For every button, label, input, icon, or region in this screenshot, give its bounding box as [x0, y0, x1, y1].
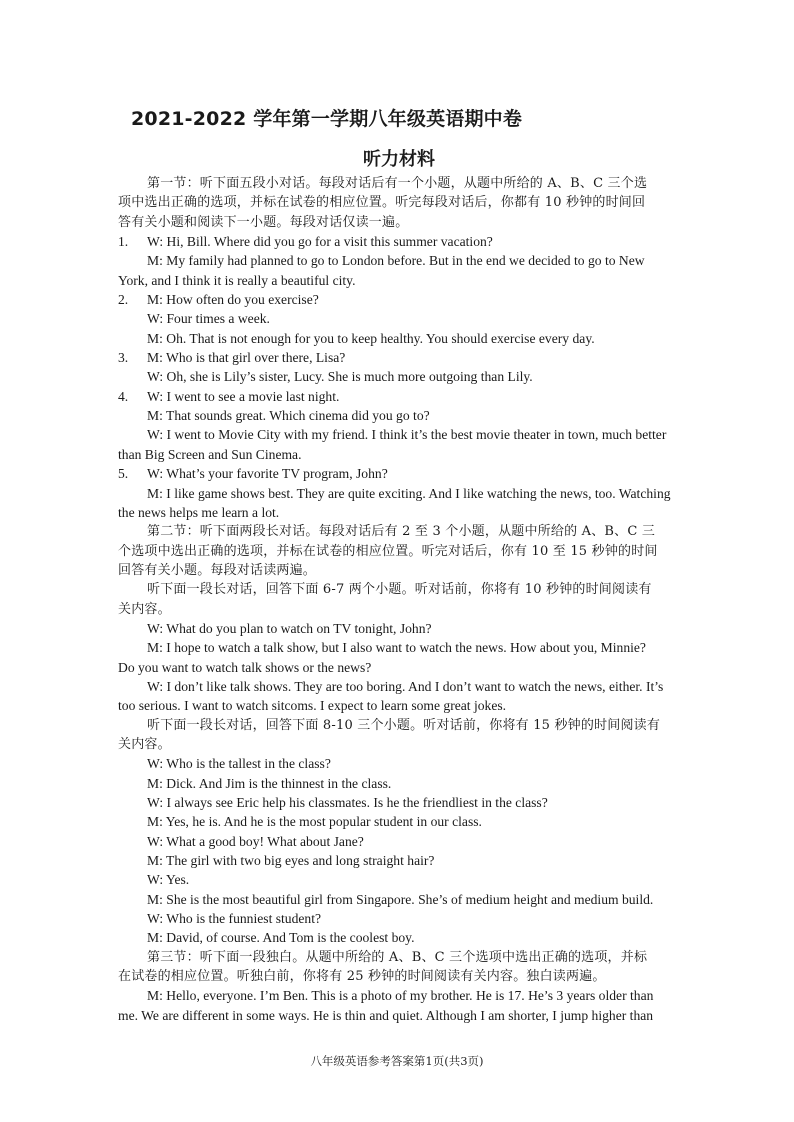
dialogue-line: 3. M: Who is that girl over there, Lisa? — [118, 348, 676, 367]
dialogue-intro-line: 听下面一段长对话，回答下面 8-10 三个小题。听对话前，你将有 15 秒钟的时间阅读有 — [147, 717, 661, 733]
question-number: 1. — [118, 234, 129, 250]
exam-title: 2021-2022 学年第一学期八年级英语期中卷 — [131, 108, 523, 130]
document-body — [118, 174, 676, 1025]
dialogue-line: 2. M: How often do you exercise? — [118, 290, 676, 309]
monologue-line: me. We are different in some ways. He is thin and quiet. Although I am shorter, I jump higher than — [118, 1007, 654, 1023]
section2-intro-line: 第二节：听下面两段长对话。每段对话后有 2 至 3 个小题，从题中所给的 A、B、C 三 — [147, 524, 656, 540]
dialogue-line: W: Yes. — [147, 872, 190, 888]
question-number: 5. — [118, 466, 129, 482]
section2-intro-line: 回答有关小题。每段对话读两遍。 — [118, 562, 317, 578]
dialogue-line: W: Who is the tallest in the class? — [147, 756, 331, 772]
question-number: 3. — [118, 350, 129, 366]
dialogue-intro-line: 听下面一段长对话，回答下面 6-7 两个小题。听对话前，你将有 10 秒钟的时间阅读有 — [147, 582, 652, 598]
dialogue-intro-line: 关内容。 — [118, 601, 171, 617]
section3-intro-line: 在试卷的相应位置。听独白前，你将有 25 秒钟的时间阅读有关内容。独白读两遍。 — [118, 969, 606, 985]
dialogue-line: York, and I think it is really a beautiful city. — [118, 272, 356, 288]
section1-intro-line: 项中选出正确的选项，并标在试卷的相应位置。听完每段对话后，你都有 10 秒钟的时间回 — [118, 195, 646, 211]
dialogue-line: W: I don’t like talk shows. They are too boring. And I don’t want to watch the news, either. It’s — [147, 678, 664, 694]
dialogue-line: W: What a good boy! What about Jane? — [147, 833, 364, 849]
dialogue-line: than Big Screen and Sun Cinema. — [118, 446, 302, 462]
dialogue-line: M: I hope to watch a talk show, but I also want to watch the news. How about you, Minnie? — [147, 640, 646, 656]
section2-intro-line: 个选项中选出正确的选项，并标在试卷的相应位置。听完对话后，你有 10 至 15 秒钟的时间 — [118, 543, 658, 559]
dialogue-line: the news helps me learn a lot. — [118, 504, 280, 520]
dialogue-line: W: I went to Movie City with my friend. I think it’s the best movie theater in town, much better — [147, 427, 667, 443]
dialogue-line: M: Dick. And Jim is the thinnest in the class. — [147, 775, 392, 791]
dialogue-line: M: David, of course. And Tom is the coolest boy. — [147, 930, 415, 946]
dialogue-line: W: Four times a week. — [147, 311, 270, 327]
dialogue-line: W: Who is the funniest student? — [147, 911, 322, 927]
dialogue-line: 1. W: Hi, Bill. Where did you go for a visit this summer vacation? — [118, 232, 676, 251]
section3-intro-line: 第三节：听下面一段独白。从题中所给的 A、B、C 三个选项中选出正确的选项，并标 — [147, 949, 648, 965]
dialogue-line: 5. W: What’s your favorite TV program, John? — [118, 464, 676, 483]
section1-intro-line: 答有关小题和阅读下一小题。每段对话仅读一遍。 — [118, 214, 409, 230]
dialogue-line: M: My family had planned to go to London before. But in the end we decided to go to New — [147, 253, 645, 269]
dialogue-line: M: She is the most beautiful girl from Singapore. She’s of medium height and medium build. — [147, 891, 654, 907]
dialogue-line: 4. W: I went to see a movie last night. — [118, 387, 676, 406]
dialogue-line: M: Yes, he is. And he is the most popular student in our class. — [147, 814, 482, 830]
section-subtitle: 听力材料 — [363, 149, 435, 170]
question-number: 4. — [118, 388, 129, 404]
page-footer: 八年级英语参考答案第1页(共3页) — [310, 1054, 484, 1068]
dialogue-line: M: I like game shows best. They are quite exciting. And I like watching the news, too. Watching — [147, 485, 671, 501]
dialogue-intro-line: 关内容。 — [118, 736, 171, 752]
dialogue-line: W: Oh, she is Lily’s sister, Lucy. She is much more outgoing than Lily. — [147, 369, 533, 385]
dialogue-line: M: Oh. That is not enough for you to keep healthy. You should exercise every day. — [147, 330, 595, 346]
dialogue-line: M: That sounds great. Which cinema did you go to? — [147, 408, 430, 424]
dialogue-line: M: The girl with two big eyes and long straight hair? — [147, 853, 435, 869]
section1-intro-line: 第一节：听下面五段小对话。每段对话后有一个小题，从题中所给的 A、B、C 三个选 — [147, 176, 648, 191]
dialogue-line: W: I always see Eric help his classmates. Is he the friendliest in the class? — [147, 795, 548, 810]
dialogue-line: too serious. I want to watch sitcoms. I expect to learn some great jokes. — [118, 698, 507, 714]
dialogue-line: Do you want to watch talk shows or the news? — [118, 659, 372, 675]
question-number: 2. — [118, 292, 129, 308]
monologue-line: M: Hello, everyone. I’m Ben. This is a photo of my brother. He is 17. He’s 3 years older than — [147, 988, 654, 1004]
dialogue-line: W: What do you plan to watch on TV tonight, John? — [147, 620, 432, 636]
